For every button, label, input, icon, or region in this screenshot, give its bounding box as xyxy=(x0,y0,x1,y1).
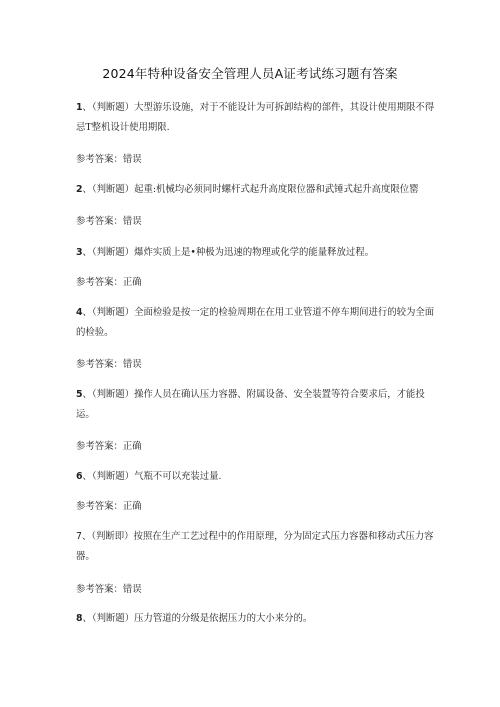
answer-line xyxy=(76,212,436,232)
answer-value: 正确 xyxy=(122,441,142,452)
question-number: 1 xyxy=(76,102,83,113)
question-separator: 、 xyxy=(82,184,92,195)
question-body: （判断即）按照在生产工艺过程中的作用原理，分为固定式压力容器和移动式压力容器。 xyxy=(76,531,434,562)
question-number: 4 xyxy=(76,307,83,318)
answer-label: 参考答案： xyxy=(76,501,123,512)
question-separator: 、 xyxy=(82,247,92,258)
answer-line xyxy=(76,497,436,517)
question-body: （判断题）起重:机械均必须同时螺杆式起升高度限位器和武锤式起升高度限位罂 xyxy=(91,184,419,195)
answer-label: 参考答案： xyxy=(76,441,123,452)
answer-line xyxy=(76,437,436,457)
answer-line xyxy=(76,150,436,170)
question-text xyxy=(76,467,436,487)
answer-label: 参考答案： xyxy=(76,216,123,227)
question-item xyxy=(76,180,436,200)
question-item xyxy=(76,98,436,138)
question-separator: 、 xyxy=(82,471,92,482)
answer-value: 错误 xyxy=(122,359,142,370)
question-number: 3 xyxy=(76,247,83,258)
answer-value: 正确 xyxy=(122,501,142,512)
answer-line xyxy=(76,273,436,293)
question-number: 2 xyxy=(76,184,83,195)
answer-label: 参考答案： xyxy=(76,584,123,595)
answer-value: 错误 xyxy=(122,154,142,165)
question-separator: 、 xyxy=(82,307,92,318)
question-body: （判断题）气瓶不可以充装过量. xyxy=(91,471,222,482)
question-body: （判断题）大型游乐设施，对于不能设计为可拆卸结构的部件，其设计使用期限不得忌T整机设计使用期限. xyxy=(76,102,435,133)
question-item xyxy=(76,609,436,629)
question-number: 7 xyxy=(76,531,82,542)
question-text xyxy=(76,243,436,263)
answer-value: 错误 xyxy=(122,584,142,595)
answer-value: 错误 xyxy=(122,216,142,227)
question-separator: 、 xyxy=(81,531,92,542)
question-separator: 、 xyxy=(82,389,92,400)
question-body: （判断题）操作人员在确认压力容器、附属设备、安全装置等符合要求后，才能投运。 xyxy=(76,389,425,420)
question-body: （判断题）压力管道的分级是依据压力的大小来分的。 xyxy=(91,613,313,624)
question-body: （判断题）爆炸实质上是•种极为迅速的物理或化学的能量释放过程。 xyxy=(91,247,375,258)
question-number: 5 xyxy=(76,389,83,400)
answer-line xyxy=(76,580,436,600)
question-item xyxy=(76,385,436,425)
question-text xyxy=(76,385,436,425)
answer-line xyxy=(76,355,436,375)
question-text xyxy=(76,527,436,567)
question-separator: 、 xyxy=(82,102,92,113)
question-number: 6 xyxy=(76,471,83,482)
answer-label: 参考答案： xyxy=(76,277,123,288)
question-separator: 、 xyxy=(82,613,92,624)
question-item xyxy=(76,467,436,487)
document-title: 2024年特种设备安全管理人员A证考试练习题有答案 xyxy=(102,66,398,81)
question-number: 8 xyxy=(76,613,83,624)
question-item xyxy=(76,303,436,343)
answer-value: 正确 xyxy=(122,277,142,288)
question-body: （判断题）全面检验是按一定的检验周期在在用工业管道不停车期间进行的较为全面的检验。 xyxy=(76,307,435,338)
question-item xyxy=(76,527,436,567)
question-item xyxy=(76,243,436,263)
question-text xyxy=(76,98,436,138)
question-text xyxy=(76,180,436,200)
answer-label: 参考答案： xyxy=(76,154,123,165)
question-text xyxy=(76,609,436,629)
question-text xyxy=(76,303,436,343)
answer-label: 参考答案： xyxy=(76,359,123,370)
